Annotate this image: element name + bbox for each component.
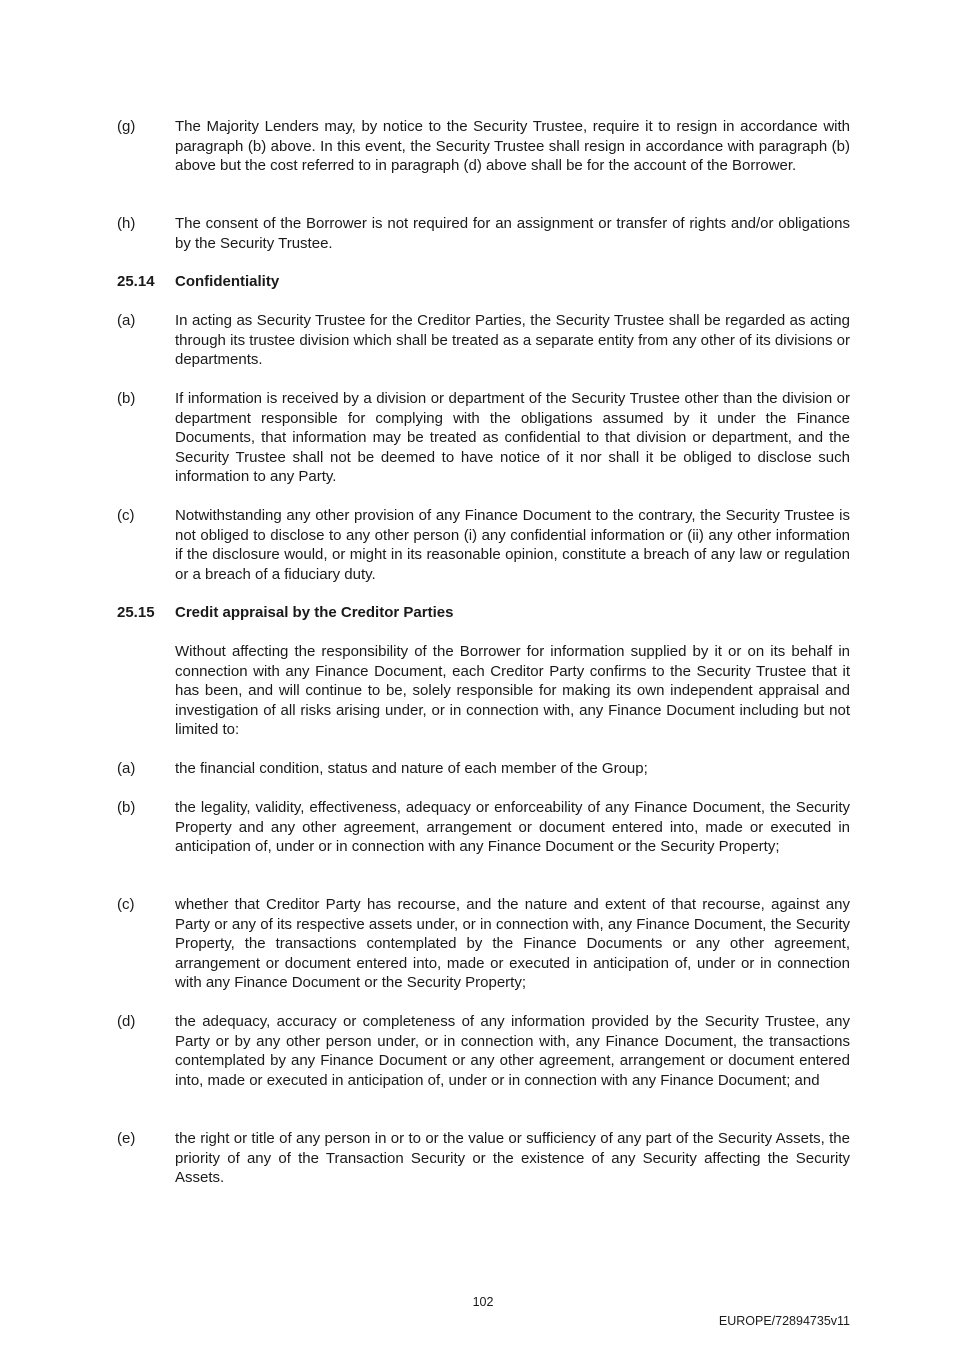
paragraph-25-15-c: [117, 895, 850, 993]
section-intro-25-15: [117, 642, 850, 740]
paragraph-label: (a): [117, 760, 136, 777]
paragraph-h: [117, 214, 850, 253]
paragraph-label: (a): [117, 312, 136, 329]
paragraph-text: the financial condition, status and nature of each member of the Group;: [175, 760, 648, 777]
paragraph-25-15-a: [117, 759, 850, 779]
paragraph-label: (c): [117, 507, 135, 524]
paragraph-text: the legality, validity, effectiveness, adequacy or enforceability of any Finance Document, the Security Property and any other agreement, arrangement or document entered into, made or executed in anticipation of, under or in connection with any Finance Document or the Security Property;: [175, 799, 850, 855]
paragraph-text: In acting as Security Trustee for the Creditor Parties, the Security Trustee shall be regarded as acting through its trustee division which shall be treated as a separate entity from any other of its divisions or departments.: [175, 312, 850, 368]
paragraph-25-15-d: [117, 1012, 850, 1090]
paragraph-25-14-a: [117, 311, 850, 370]
paragraph-text: whether that Creditor Party has recourse, and the nature and extent of that recourse, against any Party or any of its respective assets under, or in connection with, any Finance Document, the Security Property, the transactions contemplated by the Finance Documents or any other agreement, arrangement or document entered into, made or executed in anticipation of, under or in connection with any Finance Document or the Security Property;: [175, 896, 850, 991]
paragraph-label: (e): [117, 1130, 136, 1147]
paragraph-text: Notwithstanding any other provision of any Finance Document to the contrary, the Security Trustee is not obliged to disclose to any other person (i) any confidential information or (ii) any other information if the disclosure would, or might in its reasonable opinion, constitute a breach of any law or regulation or a breach of a fiduciary duty.: [175, 507, 850, 583]
section-heading-25-15: [117, 603, 453, 623]
paragraph-label: (h): [117, 215, 136, 232]
document-reference: EUROPE/72894735v11: [718, 1314, 850, 1328]
paragraph-25-15-e: [117, 1129, 850, 1188]
paragraph-label: (g): [117, 118, 136, 135]
section-heading-25-14: [117, 272, 279, 292]
paragraph-text: the adequacy, accuracy or completeness of any information provided by the Security Trustee, any Party or by any other person under, or in connection with, any Finance Document, the transactions contemplated by any Finance Document or any other agreement, arrangement or document entered into, made or executed in anticipation of, under or in connection with any Finance Document; and: [175, 1013, 850, 1089]
paragraph-text: The Majority Lenders may, by notice to the Security Trustee, require it to resign in accordance with paragraph (b) above. In this event, the Security Trustee shall resign in accordance with paragraph (b) above but the cost referred to in paragraph (d) above shall be for the account of the Borrower.: [175, 118, 850, 174]
paragraph-label: (b): [117, 799, 136, 816]
page-number: 102: [472, 1295, 494, 1309]
section-title: Credit appraisal by the Creditor Parties: [175, 604, 454, 621]
paragraph-label: (b): [117, 390, 136, 407]
paragraph-g: [117, 117, 850, 176]
paragraph-label: (d): [117, 1013, 136, 1030]
paragraph-25-14-b: [117, 389, 850, 487]
section-number: 25.15: [117, 604, 155, 621]
paragraph-label: (c): [117, 896, 135, 913]
paragraph-25-14-c: [117, 506, 850, 584]
paragraph-text: the right or title of any person in or to or the value or sufficiency of any part of the Security Assets, the priority of any of the Transaction Security or the existence of any Security affecting the Security Assets.: [175, 1130, 850, 1186]
section-number: 25.14: [117, 273, 155, 290]
paragraph-text: The consent of the Borrower is not required for an assignment or transfer of rights and/or obligations by the Security Trustee.: [175, 215, 850, 252]
section-title: Confidentiality: [175, 273, 280, 290]
paragraph-25-15-b: [117, 798, 850, 857]
paragraph-text: Without affecting the responsibility of the Borrower for information supplied by it or on its behalf in connection with any Finance Document, each Creditor Party confirms to the Security Trustee that it has been, and will continue to be, solely responsible for making its own independent appraisal and investigation of all risks arising under, or in connection with, any Finance Document including but not limited to:: [175, 643, 850, 738]
paragraph-text: If information is received by a division or department of the Security Trustee other than the division or department responsible for complying with the obligations assumed by it under the Finance Documents, that information may be treated as confidential to that division or department, and the Security Trustee shall not be deemed to have notice of it nor shall it be obliged to disclose such information to any Party.: [175, 390, 850, 485]
